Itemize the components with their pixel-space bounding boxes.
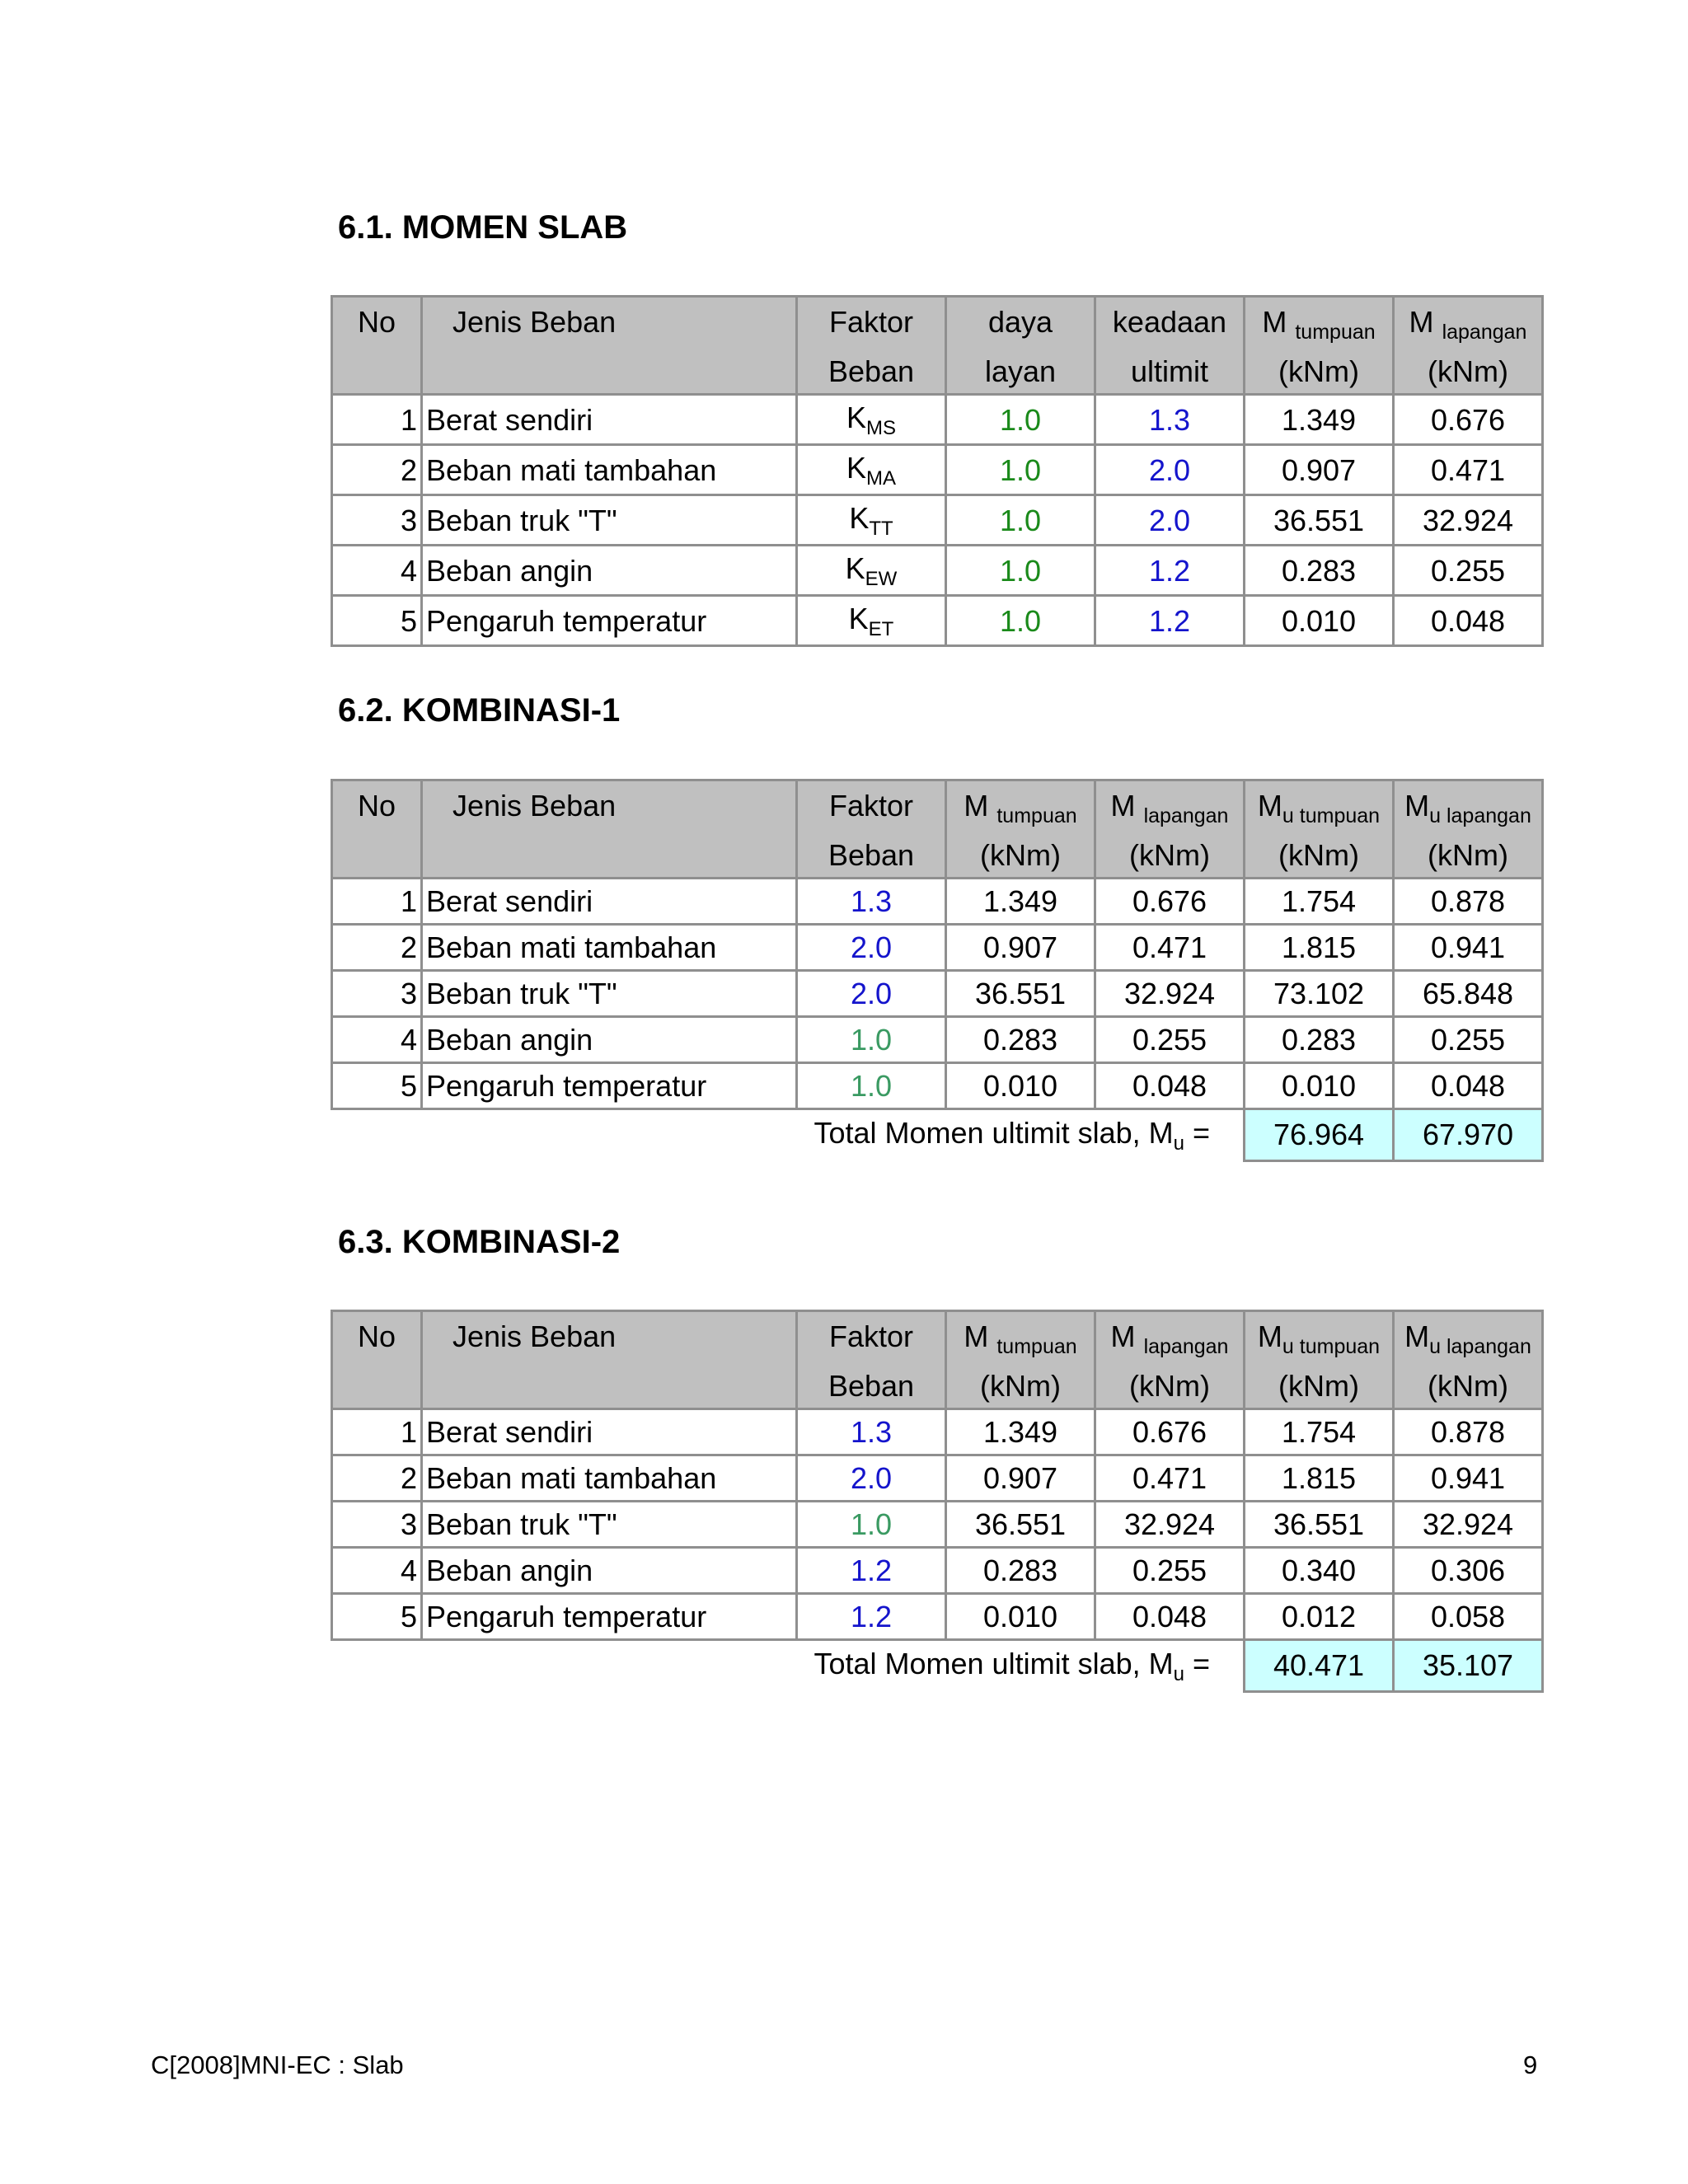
cell-m-tumpuan: 0.283: [1245, 546, 1394, 596]
cell-faktor-beban: 1.0: [797, 1502, 946, 1548]
table-row: [332, 925, 1543, 971]
cell-no: 3: [332, 495, 422, 546]
table-row: [332, 971, 1543, 1017]
cell-m-lapangan: 0.255: [1394, 546, 1543, 596]
cell-mu-lapangan: 0.941: [1394, 1455, 1543, 1502]
cell-jenis-beban: Beban angin: [422, 546, 797, 596]
cell-mu-tumpuan: 0.012: [1245, 1594, 1394, 1640]
cell-mu-tumpuan: 1.815: [1245, 1455, 1394, 1502]
cell-no: 5: [332, 596, 422, 646]
cell-faktor-beban: 1.2: [797, 1548, 946, 1594]
header-m-lapangan: M $_{lapangan}$ (kNm): [1394, 297, 1543, 395]
cell-m-lapangan: 0.048: [1394, 596, 1543, 646]
cell-mu-tumpuan: 1.754: [1245, 1409, 1394, 1455]
cell-mu-lapangan: 32.924: [1394, 1502, 1543, 1548]
cell-no: 2: [332, 1455, 422, 1502]
header-faktor-beban: Faktor Beban: [797, 780, 946, 879]
cell-no: 1: [332, 1409, 422, 1455]
cell-m-tumpuan: 36.551: [946, 971, 1095, 1017]
cell-mu-tumpuan: 36.551: [1245, 1502, 1394, 1548]
header-keadaan-ultimit: keadaan ultimit: [1095, 297, 1245, 395]
table-row: [332, 1017, 1543, 1063]
cell-m-tumpuan: 0.907: [946, 925, 1095, 971]
table-header-row: [332, 780, 1543, 879]
cell-no: 5: [332, 1594, 422, 1640]
total-mu-tumpuan: 40.471: [1245, 1640, 1394, 1692]
cell-mu-lapangan: 65.848: [1394, 971, 1543, 1017]
cell-faktor-beban: 2.0: [797, 971, 946, 1017]
cell-mu-tumpuan: 73.102: [1245, 971, 1394, 1017]
cell-jenis-beban: Berat sendiri: [422, 1409, 797, 1455]
cell-m-lapangan: 0.471: [1095, 925, 1245, 971]
cell-no: 3: [332, 971, 422, 1017]
cell-mu-lapangan: 0.878: [1394, 1409, 1543, 1455]
cell-keadaan-ultimit: 1.2: [1095, 546, 1245, 596]
cell-m-lapangan: 32.924: [1095, 1502, 1245, 1548]
cell-m-lapangan: 32.924: [1394, 495, 1543, 546]
cell-m-tumpuan: 0.907: [1245, 445, 1394, 495]
cell-mu-tumpuan: 1.754: [1245, 879, 1394, 925]
total-label: Total Momen ultimit slab, $M_u$ =: [814, 1116, 1210, 1155]
header-m-tumpuan: M $_{tumpuan}$ (kNm): [946, 780, 1095, 879]
header-faktor-beban: Faktor Beban: [797, 297, 946, 395]
cell-faktor-beban: 1.0: [797, 1063, 946, 1109]
cell-jenis-beban: Beban mati tambahan: [422, 1455, 797, 1502]
cell-no: 5: [332, 1063, 422, 1109]
cell-faktor-symbol: $K_{ET}$: [797, 596, 946, 646]
cell-m-tumpuan: 36.551: [1245, 495, 1394, 546]
header-jenis-beban: Jenis Beban: [422, 1311, 797, 1409]
cell-no: 4: [332, 1548, 422, 1594]
cell-m-lapangan: 0.676: [1095, 1409, 1245, 1455]
cell-jenis-beban: Beban mati tambahan: [422, 445, 797, 495]
table-header-row: [332, 297, 1543, 395]
section-title-kombinasi-2: 6.3. KOMBINASI-2: [338, 1224, 621, 1260]
cell-keadaan-ultimit: 1.3: [1095, 395, 1245, 445]
total-row: [332, 1109, 1543, 1161]
table-row: [332, 546, 1543, 596]
table-row: [332, 879, 1543, 925]
cell-mu-tumpuan: 0.010: [1245, 1063, 1394, 1109]
cell-m-lapangan: 0.676: [1394, 395, 1543, 445]
cell-jenis-beban: Berat sendiri: [422, 395, 797, 445]
cell-jenis-beban: Pengaruh temperatur: [422, 1063, 797, 1109]
cell-faktor-beban: 1.0: [797, 1017, 946, 1063]
total-row: [332, 1640, 1543, 1692]
cell-mu-lapangan: 0.306: [1394, 1548, 1543, 1594]
section-title-momen-slab: 6.1. MOMEN SLAB: [338, 209, 628, 246]
header-jenis-beban: Jenis Beban: [422, 780, 797, 879]
cell-jenis-beban: Berat sendiri: [422, 879, 797, 925]
cell-no: 1: [332, 395, 422, 445]
table-row: [332, 1548, 1543, 1594]
cell-m-lapangan: 0.471: [1095, 1455, 1245, 1502]
cell-m-tumpuan: 0.283: [946, 1017, 1095, 1063]
cell-m-tumpuan: 36.551: [946, 1502, 1095, 1548]
cell-m-tumpuan: 1.349: [946, 1409, 1095, 1455]
cell-daya-layan: 1.0: [946, 596, 1095, 646]
cell-jenis-beban: Beban truk "T": [422, 495, 797, 546]
cell-m-tumpuan: 0.010: [946, 1594, 1095, 1640]
cell-keadaan-ultimit: 2.0: [1095, 495, 1245, 546]
cell-faktor-symbol: $K_{TT}$: [797, 495, 946, 546]
table-row: [332, 1455, 1543, 1502]
header-no: No: [332, 780, 422, 879]
cell-keadaan-ultimit: 2.0: [1095, 445, 1245, 495]
cell-jenis-beban: Pengaruh temperatur: [422, 596, 797, 646]
header-no: No: [332, 1311, 422, 1409]
cell-daya-layan: 1.0: [946, 495, 1095, 546]
table-header-row: [332, 1311, 1543, 1409]
cell-jenis-beban: Pengaruh temperatur: [422, 1594, 797, 1640]
cell-faktor-beban: 1.3: [797, 1409, 946, 1455]
cell-daya-layan: 1.0: [946, 546, 1095, 596]
kombinasi-2-table: [331, 1310, 1544, 1693]
header-mu-lapangan: $M_{u lapangan}$ (kNm): [1394, 780, 1543, 879]
section-title-kombinasi-1: 6.2. KOMBINASI-1: [338, 692, 621, 729]
cell-faktor-symbol: $K_{MA}$: [797, 445, 946, 495]
cell-no: 1: [332, 879, 422, 925]
table-row: [332, 1063, 1543, 1109]
cell-m-lapangan: 0.471: [1394, 445, 1543, 495]
table-row: [332, 596, 1543, 646]
cell-m-tumpuan: 0.010: [1245, 596, 1394, 646]
header-m-tumpuan: M $_{tumpuan}$ (kNm): [1245, 297, 1394, 395]
cell-no: 2: [332, 925, 422, 971]
table-row: [332, 395, 1543, 445]
header-jenis-beban: Jenis Beban: [422, 297, 797, 395]
cell-keadaan-ultimit: 1.2: [1095, 596, 1245, 646]
cell-m-lapangan: 0.048: [1095, 1063, 1245, 1109]
cell-faktor-beban: 1.3: [797, 879, 946, 925]
cell-m-tumpuan: 0.010: [946, 1063, 1095, 1109]
cell-no: 3: [332, 1502, 422, 1548]
header-m-tumpuan: M $_{tumpuan}$ (kNm): [946, 1311, 1095, 1409]
cell-jenis-beban: Beban truk "T": [422, 971, 797, 1017]
kombinasi-1-table: [331, 779, 1544, 1162]
cell-m-tumpuan: 0.283: [946, 1548, 1095, 1594]
header-mu-tumpuan: $M_{u tumpuan}$ (kNm): [1245, 1311, 1394, 1409]
cell-mu-lapangan: 0.058: [1394, 1594, 1543, 1640]
header-faktor-beban: Faktor Beban: [797, 1311, 946, 1409]
cell-daya-layan: 1.0: [946, 395, 1095, 445]
cell-m-lapangan: 0.255: [1095, 1548, 1245, 1594]
cell-m-tumpuan: 0.907: [946, 1455, 1095, 1502]
table-row: [332, 445, 1543, 495]
cell-m-lapangan: 0.676: [1095, 879, 1245, 925]
total-mu-lapangan: 67.970: [1394, 1109, 1543, 1161]
cell-m-lapangan: 32.924: [1095, 971, 1245, 1017]
cell-no: 2: [332, 445, 422, 495]
header-no: No: [332, 297, 422, 395]
cell-mu-lapangan: 0.941: [1394, 925, 1543, 971]
table-row: [332, 1409, 1543, 1455]
footer-page-number: 9: [1523, 2050, 1538, 2079]
table-row: [332, 495, 1543, 546]
cell-m-tumpuan: 1.349: [1245, 395, 1394, 445]
table-row: [332, 1594, 1543, 1640]
cell-mu-tumpuan: 0.340: [1245, 1548, 1394, 1594]
cell-jenis-beban: Beban mati tambahan: [422, 925, 797, 971]
cell-m-lapangan: 0.048: [1095, 1594, 1245, 1640]
cell-m-tumpuan: 1.349: [946, 879, 1095, 925]
total-mu-lapangan: 35.107: [1394, 1640, 1543, 1692]
header-m-lapangan: M $_{lapangan}$ (kNm): [1095, 780, 1245, 879]
cell-mu-tumpuan: 0.283: [1245, 1017, 1394, 1063]
cell-no: 4: [332, 1017, 422, 1063]
header-daya-layan: daya layan: [946, 297, 1095, 395]
momen-slab-table: [331, 295, 1544, 647]
cell-m-lapangan: 0.255: [1095, 1017, 1245, 1063]
total-mu-tumpuan: 76.964: [1245, 1109, 1394, 1161]
cell-faktor-symbol: $K_{EW}$: [797, 546, 946, 596]
cell-daya-layan: 1.0: [946, 445, 1095, 495]
cell-no: 4: [332, 546, 422, 596]
cell-mu-lapangan: 0.255: [1394, 1017, 1543, 1063]
cell-mu-lapangan: 0.048: [1394, 1063, 1543, 1109]
cell-jenis-beban: Beban truk "T": [422, 1502, 797, 1548]
total-label: Total Momen ultimit slab, $M_u$ =: [814, 1647, 1210, 1685]
footer-document-label: C[2008]MNI-EC : Slab: [151, 2050, 404, 2079]
header-m-lapangan: M $_{lapangan}$ (kNm): [1095, 1311, 1245, 1409]
cell-jenis-beban: Beban angin: [422, 1548, 797, 1594]
cell-faktor-beban: 1.2: [797, 1594, 946, 1640]
cell-jenis-beban: Beban angin: [422, 1017, 797, 1063]
header-mu-tumpuan: $M_{u tumpuan}$ (kNm): [1245, 780, 1394, 879]
cell-mu-tumpuan: 1.815: [1245, 925, 1394, 971]
header-mu-lapangan: $M_{u lapangan}$ (kNm): [1394, 1311, 1543, 1409]
table-row: [332, 1502, 1543, 1548]
cell-faktor-beban: 2.0: [797, 925, 946, 971]
cell-faktor-beban: 2.0: [797, 1455, 946, 1502]
cell-faktor-symbol: $K_{MS}$: [797, 395, 946, 445]
cell-mu-lapangan: 0.878: [1394, 879, 1543, 925]
